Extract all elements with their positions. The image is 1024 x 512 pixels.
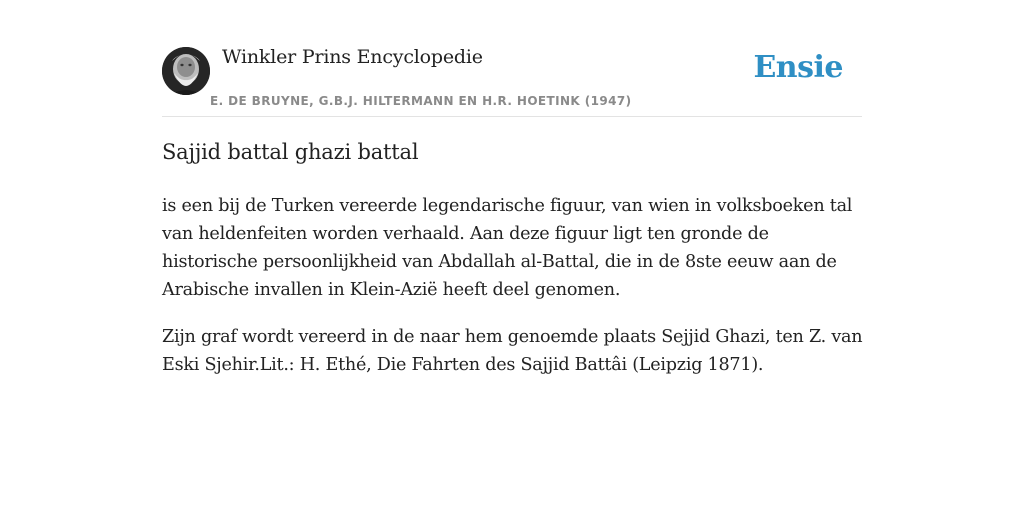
book-title[interactable]: Winkler Prins Encyclopedie bbox=[222, 46, 483, 68]
entry-paragraph: is een bij de Turken vereerde legendarische figuur, van wien in volksboeken tal van heldenfeiten worden verhaald. Aan deze figuur ligt ten gronde de historische persoonlijkheid van Abdallah al-Battal, die in de 8ste eeuw aan de Arabische invallen in Klein-Azië heeft deel genomen. bbox=[162, 196, 853, 300]
author-avatar[interactable] bbox=[162, 47, 210, 95]
book-header bbox=[162, 44, 862, 117]
entry-title: Sajjid battal ghazi battal bbox=[162, 140, 419, 164]
entry-paragraph: Zijn graf wordt vereerd in de naar hem genoemde plaats Sejjid Ghazi, ten Z. van Eski Sjehir.Lit.: H. Ethé, Die Fahrten des Sajjid Battâi (Leipzig 1871). bbox=[162, 327, 863, 375]
entry-body bbox=[162, 192, 864, 398]
bearded-man-portrait-icon bbox=[162, 47, 210, 95]
book-authors: E. DE BRUYNE, G.B.J. HILTERMANN EN H.R. HOETINK (1947) bbox=[210, 94, 632, 108]
ensie-logo-link[interactable]: Ensie bbox=[753, 50, 843, 85]
